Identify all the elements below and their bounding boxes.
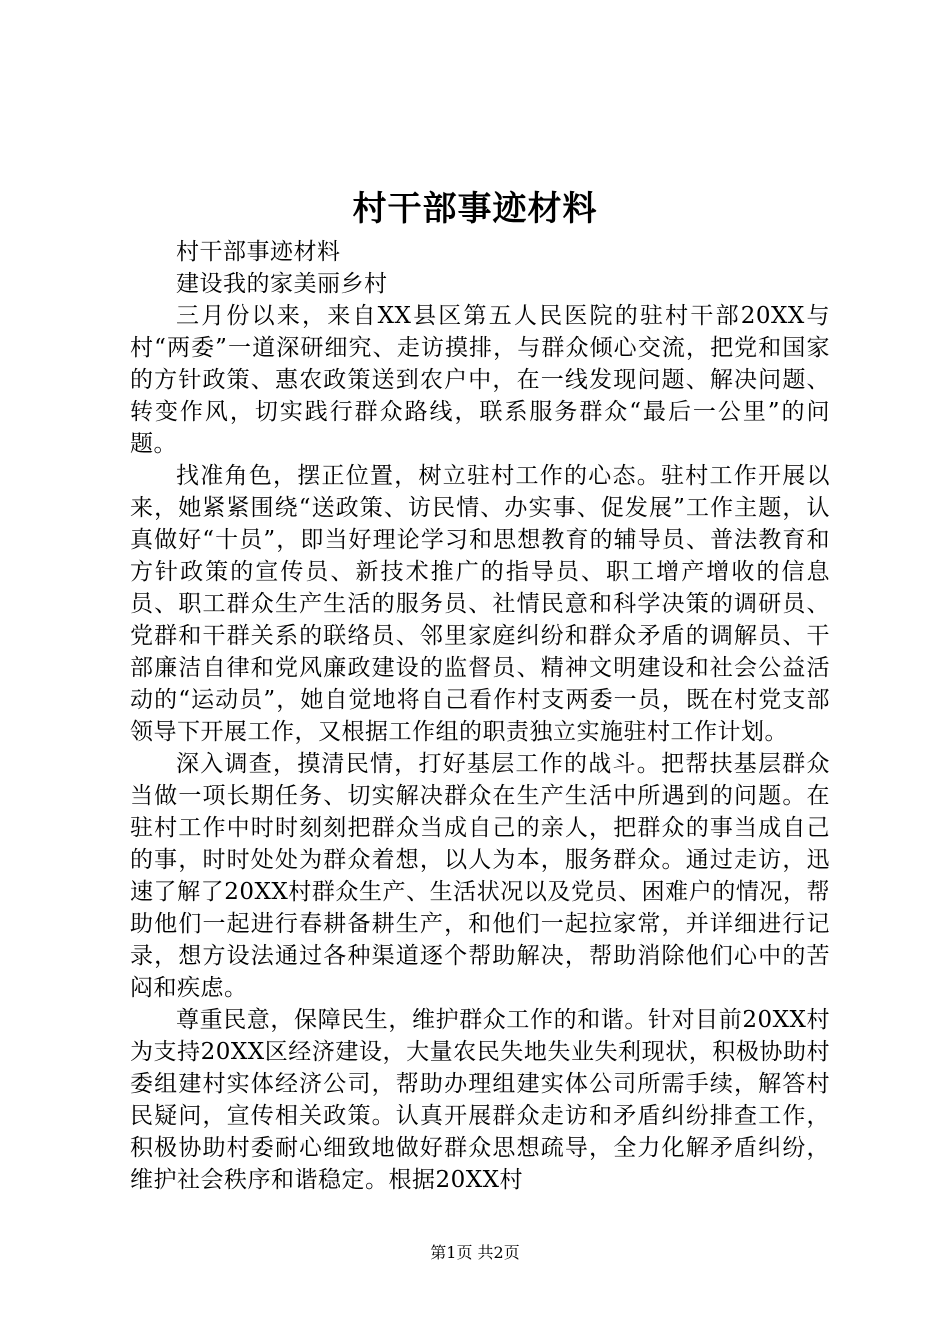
paragraph: 尊重民意，保障民生，维护群众工作的和谐。针对目前20XX村为支持20XX区经济建设，大量农民失地失业失利现状，积极协助村委组建村实体经济公司，帮助办理组建实体公司所需手续，解答村民疑问，宣传相关政策。认真开展群众走访和矛盾纠纷排查工作，积极协助村委耐心细致地做好群众思想疏导，全力化解矛盾纠纷，维护社会秩序和谐稳定。根据20XX村	[130, 1007, 830, 1193]
page-footer: 第1页 共2页	[430, 1243, 520, 1262]
document-title: 村干部事迹材料	[352, 189, 598, 229]
paragraph: 三月份以来，来自XX县区第五人民医院的驻村干部20XX与村“两委”一道深研细究、走访摸排，与群众倾心交流，把党和国家的方针政策、惠农政策送到农户中，在一线发现问题、解决问题、转变作风，切实践行群众路线，联系服务群众“最后一公里”的问题。	[130, 303, 830, 457]
paragraph: 找准角色，摆正位置，树立驻村工作的心态。驻村工作开展以来，她紧紧围绕“送政策、访民情、办实事、促发展”工作主题，认真做好“十员”，即当好理论学习和思想教育的辅导员、普法教育和方针政策的宣传员、新技术推广的指导员、职工增产增收的信息员、职工群众生产生活的服务员、社情民意和科学决策的调研员、党群和干群关系的联络员、邻里家庭纠纷和群众矛盾的调解员、干部廉洁自律和党风廉政建设的监督员、精神文明建设和社会公益活动的“运动员”，她自觉地将自己看作村支两委一员，既在村党支部领导下开展工作，又根据工作组的职责独立实施驻村工作计划。	[130, 463, 830, 745]
document-body	[130, 236, 830, 1196]
paragraph-subheading: 建设我的家美丽乡村	[176, 271, 388, 297]
paragraph: 深入调查，摸清民情，打好基层工作的战斗。把帮扶基层群众当做一项长期任务、切实解决群众在生产生活中所遇到的问题。在驻村工作中时时刻刻把群众当成自己的亲人，把群众的事当成自己的事，时时处处为群众着想，以人为本，服务群众。通过走访，迅速了解了20XX村群众生产、生活状况以及党员、困难户的情况，帮助他们一起进行春耕备耕生产，和他们一起拉家常，并详细进行记录，想方设法通过各种渠道逐个帮助解决，帮助消除他们心中的苦闷和疾虑。	[130, 751, 830, 1001]
paragraph-heading: 村干部事迹材料	[176, 239, 341, 265]
